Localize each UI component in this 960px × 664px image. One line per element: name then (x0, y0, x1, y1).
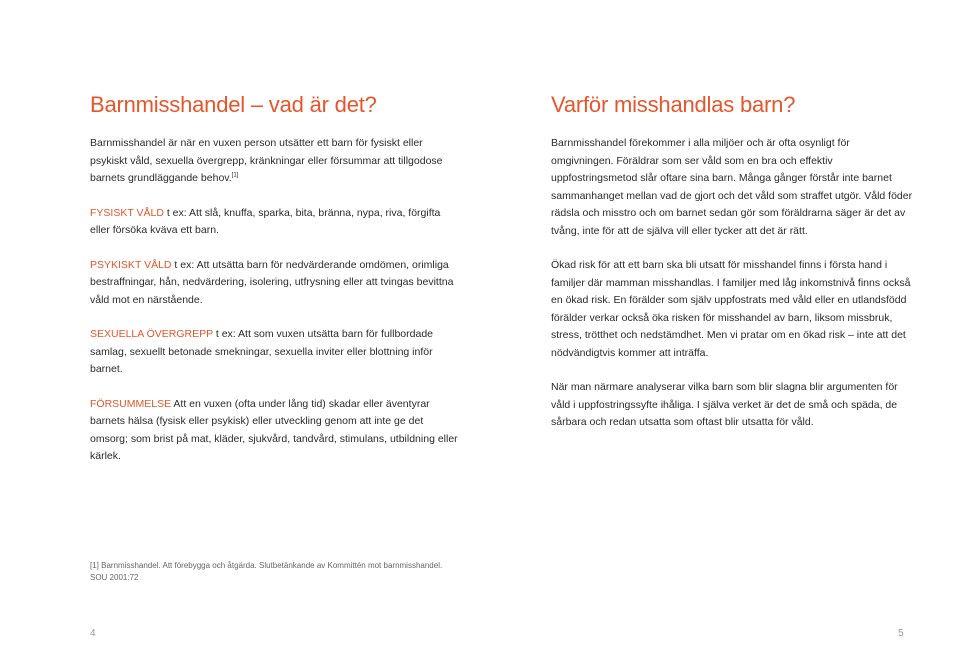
body-paragraph: När man närmare analyserar vilka barn som blir slagna blir argumenten för våld i uppfostringssyfte ihåliga. I själva verket är det de små och späda, de sårbara och redan utsatta som oftast blir utsatta för våld. (551, 381, 898, 428)
intro-paragraph (90, 135, 460, 188)
definition-psychological (90, 257, 460, 310)
keyword-sexual-abuse: SEXUELLA ÖVERGREPP (90, 328, 213, 340)
page-title-left: Barnmisshandel – vad är det? (90, 92, 377, 117)
page-number-left: 4 (90, 628, 96, 639)
intro-text: Barnmisshandel är när en vuxen person utsätter ett barn för fysiskt eller psykiskt våld, sexuella övergrepp, kränkningar eller försummar att tillgodose barnets grundläggande behov. (90, 137, 443, 184)
body-paragraph: Barnmisshandel förekommer i alla miljöer och är ofta osynligt för omgivningen. Föräldrar som ser våld som en bra och effektiv uppfostringsmetod slår oftare sina barn. Många gånger förstår inte barnet sammanhanget mellan vad de gjort och det våld som straffet utgör. Våld föder rädsla och misstro och om barnet sedan gör som föräldrarna säger är det av tvång, inte för att de själva vill eller tycker att det är rätt. (551, 137, 913, 237)
definition-text: t ex: Att slå, knuffa, sparka, bita, bränna, nypa, riva, förgifta eller försöka kväva ett barn. (90, 206, 441, 236)
definition-physical (90, 205, 460, 240)
footnote-ref: [1] (231, 172, 239, 179)
keyword-physical-violence: FYSISKT VÅLD (90, 206, 164, 219)
definition-text: t ex: Att utsätta barn för nedvärderande omdömen, orimliga bestraffningar, hån, nedvärdering, isolering, utfrysning eller att tvingas bevittna våld mot en närstående. (90, 258, 454, 306)
definition-text: t ex: Att som vuxen utsätta barn för fullbordade samlag, sexuellt betonade smekningar, sexuella inviter eller blottning inför barnet. (90, 328, 433, 375)
footnote: [1] Barnmisshandel. Att förebygga och åtgärda. Slutbetänkande av Kommittén mot barnmisshandel. SOU 2001:72 (90, 561, 443, 582)
definition-sexual (90, 326, 460, 379)
page-title-right: Varför misshandlas barn? (551, 92, 796, 117)
body-paragraph: Ökad risk för att ett barn ska bli utsatt för misshandel finns i första hand i familjer där mamman misshandlas. I familjer med låg inkomstnivå finns också en ökad risk. En förälder som själv uppfostrats med våld eller en utlandsfödd förälder verkar också öka risken för misshandel av barn, liksom missbruk, stress, trötthet och nedstämdhet. Men vi pratar om en ökad risk – inte att det nödvändigtvis kommer att inträffa. (551, 259, 911, 359)
definition-text: Att en vuxen (ofta under lång tid) skadar eller äventyrar barnets hälsa (fysisk eller psykisk) eller utveckling genom att inte ge det omsorg; som brist på mat, kläder, sjukvård, tandvård, stimulans, utbildning eller kärlek. (90, 397, 458, 462)
keyword-neglect: FÖRSUMMELSE (90, 397, 172, 410)
right-body (551, 135, 913, 449)
left-body (90, 135, 460, 483)
page-number-right: 5 (898, 628, 904, 639)
definition-neglect (90, 396, 460, 466)
keyword-psychological-violence: PSYKISKT VÅLD (90, 258, 172, 271)
right-page (480, 0, 960, 664)
